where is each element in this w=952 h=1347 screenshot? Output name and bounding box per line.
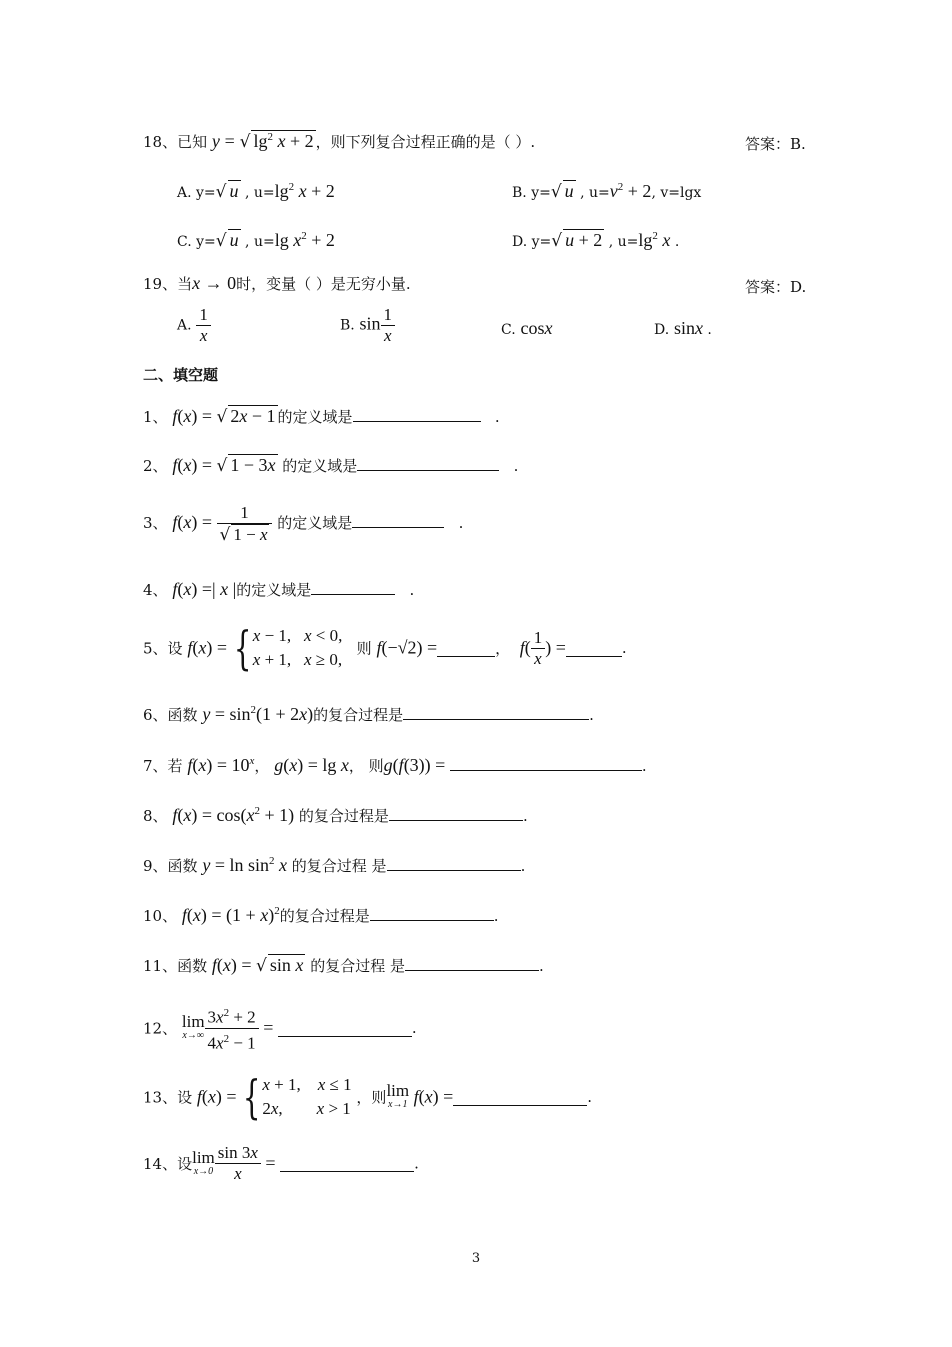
fill-question-8: 8、 $f(x) = \cos(x^2 + 1)$ 的复合过程是 . bbox=[143, 805, 528, 825]
answer-blank[interactable] bbox=[389, 804, 523, 821]
fill-question-7: 7、若 $f(x) = 10^x$， g(x) = lg x， 则g(f(3)) = . bbox=[143, 755, 647, 775]
answer-blank[interactable] bbox=[370, 904, 494, 921]
option-18d: D. y=√ u + 2 , $u=\lg^2$ x . bbox=[512, 230, 680, 251]
fill-question-1: 1、 f(x) = √ 2x − 1 的定义域是 . bbox=[143, 406, 500, 427]
question-number: 18、 bbox=[143, 133, 178, 151]
answer-blank[interactable] bbox=[353, 405, 481, 422]
answer-blank[interactable] bbox=[311, 578, 395, 595]
answer-blank[interactable] bbox=[403, 703, 589, 720]
answer-blank[interactable] bbox=[278, 1020, 412, 1037]
fill-question-14: 14、设 lim x→0 $\frac{\sin 3x}{x}$ = . bbox=[143, 1143, 419, 1183]
answer-blank[interactable] bbox=[453, 1089, 587, 1106]
question-19: 19、当x → 0时，变量（ ）是无穷小量. bbox=[143, 273, 411, 293]
option-18b: B. y=√ u , $u=v^2 + 2$, v=lgx bbox=[512, 181, 702, 202]
answer-blank[interactable] bbox=[387, 854, 521, 871]
fill-question-2: 2、 f(x) = √ 1 − 3x 的定义域是 . bbox=[143, 455, 519, 476]
fill-question-10: 10、 $f(x) = (1 + x)^2$的复合过程是 . bbox=[143, 905, 499, 925]
question-text: 已知 bbox=[177, 133, 212, 151]
answer-blank[interactable] bbox=[450, 754, 642, 771]
answer-blank[interactable] bbox=[357, 454, 499, 471]
option-18c: C. y=√ u , u=lg $x^2 + 2$ bbox=[177, 230, 335, 251]
answer-18: 答案：B. bbox=[745, 135, 806, 153]
option-18a: A. y=√ u , $u=\lg^2$ x + 2 bbox=[177, 181, 335, 202]
answer-blank[interactable] bbox=[405, 954, 539, 971]
option-19d: D. sinx . bbox=[654, 318, 712, 338]
answer-19: 答案：D. bbox=[745, 278, 807, 296]
fill-question-12: 12、 lim x→∞ $\frac{3x^2 + 2}{4x^2 - 1}$ = . bbox=[143, 1003, 417, 1053]
option-19c: C. cosx bbox=[501, 318, 553, 338]
question-text: ，则下列复合过程正确的是（ ）. bbox=[315, 133, 536, 151]
option-19a: A. $\frac{1}{x}$ bbox=[177, 305, 211, 346]
fill-question-4: 4、 f(x) =| x |的定义域是 . bbox=[143, 579, 415, 599]
fill-question-13: 13、设 f(x) = { x + 1, x ≤ 1 2x, x > 1 ，则 lim x→1 f(x) = . bbox=[143, 1070, 593, 1124]
fill-question-6: 6、函数 $y = \sin^2(1 + 2x)$的复合过程是 . bbox=[143, 704, 594, 724]
question-18: 18、已知 y = √ $\lg^2 x + 2$ ，则下列复合过程正确的是（ ）. bbox=[143, 131, 536, 152]
answer-blank[interactable] bbox=[280, 1155, 414, 1172]
fill-question-3: 3、 f(x) = $\frac{1}{√ 1 - x}$ 的定义域是 . bbox=[143, 503, 464, 545]
fill-question-5: 5、设 f(x) = { x − 1, x < 0, x + 1, x ≥ 0, 则 f(−√2) = ， f( $\frac{1}{x}$ ) = . bbox=[143, 621, 627, 675]
answer-blank[interactable] bbox=[437, 640, 495, 657]
section-title: 二、填空题 bbox=[143, 366, 219, 384]
page-number: 3 bbox=[471, 1251, 481, 1266]
answer-blank[interactable] bbox=[566, 640, 622, 657]
question-number: 19、 bbox=[143, 275, 178, 293]
answer-blank[interactable] bbox=[352, 511, 444, 528]
option-19b: B. sin $\frac{1}{x}$ bbox=[340, 305, 395, 346]
fill-question-9: 9、函数 $y = \ln \sin^2 x$ 的复合过程 是 . bbox=[143, 855, 526, 875]
fill-question-11: 11、函数 f(x) = √ sin x 的复合过程 是 . bbox=[143, 955, 544, 976]
